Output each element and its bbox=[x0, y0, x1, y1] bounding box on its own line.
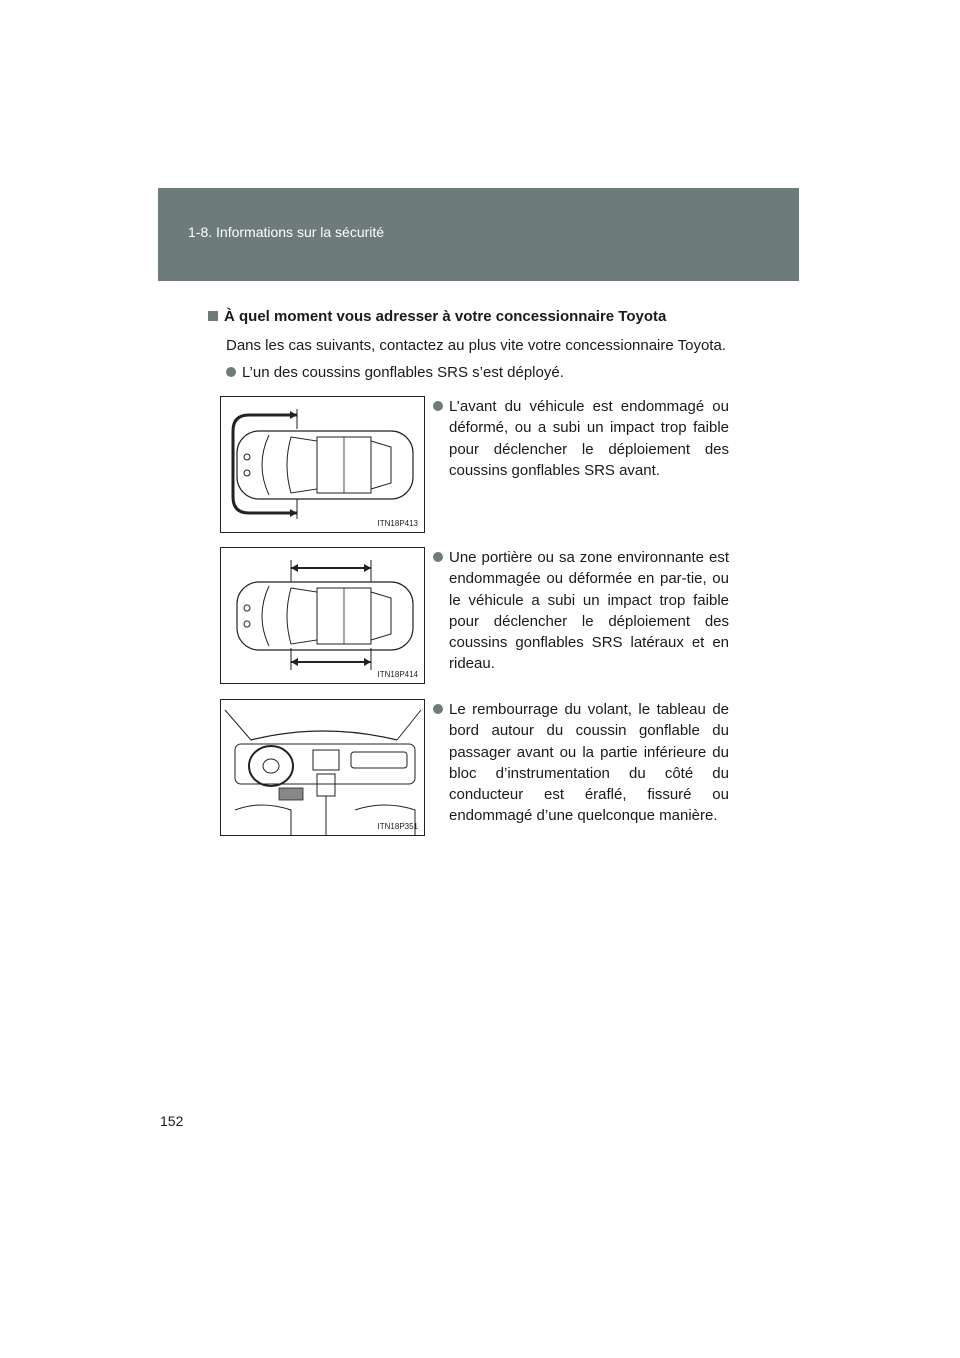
list-item-text: Une portière ou sa zone environnante est endommagée ou déformée en par-tie, ou le véhicule a subi un impact trop faible pour déclencher le déploiement des coussins gonflables SRS latéraux et en rideau. bbox=[449, 549, 729, 673]
intro-paragraph: Dans les cas suivants, contactez au plus vite votre concessionnaire Toyota. bbox=[226, 337, 726, 354]
list-item bbox=[433, 699, 729, 827]
list-item-text: L’un des coussins gonflables SRS s’est déployé. bbox=[242, 364, 564, 381]
car-front-zone-icon bbox=[221, 397, 426, 534]
car-side-zone-icon bbox=[221, 548, 426, 685]
square-bullet-icon bbox=[208, 311, 218, 321]
figure-label: ITN18P414 bbox=[377, 670, 418, 679]
main-content bbox=[210, 306, 730, 383]
figure-front-damage bbox=[220, 396, 425, 533]
figure-label: ITN18P413 bbox=[377, 519, 418, 528]
page-number: 152 bbox=[160, 1113, 184, 1129]
bullet-dot-icon bbox=[433, 401, 443, 411]
section-heading-text: À quel moment vous adresser à votre concessionnaire Toyota bbox=[224, 308, 667, 325]
list-item-text: L’avant du véhicule est endommagé ou déformé, ou a subi un impact trop faible pour déclencher le déploiement des coussins gonflables SRS avant. bbox=[449, 398, 729, 479]
list-item bbox=[433, 396, 729, 481]
bullet-dot-icon bbox=[226, 367, 236, 377]
figure-label: ITN18P351 bbox=[377, 822, 418, 831]
list-item bbox=[226, 362, 730, 383]
figure-dashboard-damage bbox=[220, 699, 425, 836]
dashboard-icon bbox=[221, 700, 426, 837]
section-header-bar bbox=[158, 188, 799, 281]
bullet-dot-icon bbox=[433, 552, 443, 562]
list-item bbox=[433, 547, 729, 675]
bullet-dot-icon bbox=[433, 704, 443, 714]
section-heading bbox=[210, 306, 730, 327]
list-item-text: Le rembourrage du volant, le tableau de bord autour du coussin gonflable du passager avant ou la partie inférieure du bloc d’instrumentation du côté du conducteur est éraflé, fissuré ou endommagé d’une quelconque manière. bbox=[449, 701, 729, 825]
header-title: 1-8. Informations sur la sécurité bbox=[188, 224, 385, 240]
figure-side-damage bbox=[220, 547, 425, 684]
